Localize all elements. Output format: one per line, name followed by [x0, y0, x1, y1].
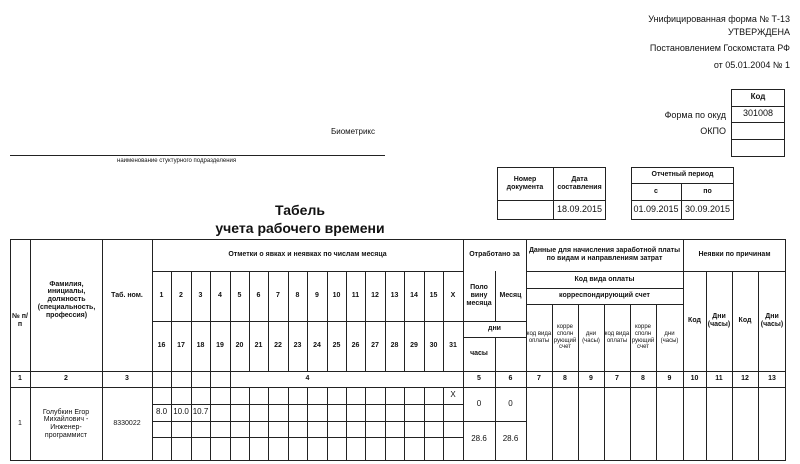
half-days: 0 [476, 399, 482, 409]
col-num: 1 [18, 375, 22, 383]
okpo-label: ОКПО [700, 126, 726, 136]
col-num: 4 [305, 375, 310, 383]
mark-cell: 8.0 [155, 407, 168, 417]
h-days: дни [488, 325, 501, 333]
h-month: Месяц [499, 292, 522, 300]
doc-number-header: Номер документа [506, 175, 544, 191]
h-tab: Таб. ном. [111, 292, 143, 300]
mark-cell: 10.0 [173, 407, 189, 417]
col-num: 10 [690, 375, 699, 383]
col-num: 13 [768, 375, 776, 383]
resolution-date: от 05.01.2004 № 1 [713, 60, 790, 70]
mark-cell: 10.7 [192, 407, 209, 417]
employee-name: Голубкин Егор Михайлович - Инженер-программист [42, 408, 90, 439]
day-cell: 16 [157, 342, 166, 350]
col-num: 6 [508, 375, 513, 383]
month-hours: 28.6 [502, 434, 519, 444]
day-cell: Х [450, 292, 456, 300]
day-cell: 7 [276, 292, 280, 300]
day-cell: 2 [179, 292, 183, 300]
col-num: 12 [741, 375, 749, 383]
period-to-value: 30.09.2015 [684, 204, 731, 215]
h-abs-sub: Код [738, 317, 752, 325]
h-marks: Отметки о явках и неявках по числам месяца [228, 251, 387, 259]
day-cell: 9 [315, 292, 319, 300]
doc-date-header: Дата составления [557, 175, 602, 191]
h-pay-sub: дни (часы) [582, 330, 600, 344]
day-cell: 27 [371, 342, 379, 350]
h-abs-sub: Дни (часы) [760, 313, 784, 328]
col-num: 11 [715, 375, 723, 383]
h-abs-sub: Код [688, 317, 701, 325]
h-pay-sub: корре сполн рующий счет [553, 324, 577, 351]
resolution-label: Постановлением Госкомстата РФ [649, 43, 790, 53]
day-cell: 22 [274, 342, 282, 350]
period-from-label: с [654, 187, 658, 195]
employee-tab: 8330022 [113, 420, 141, 428]
day-cell: 31 [449, 342, 457, 350]
col-num: 7 [537, 375, 541, 383]
day-cell: 10 [332, 292, 341, 300]
h-worked: Отработано за [469, 251, 520, 259]
day-cell: 23 [293, 342, 302, 350]
day-cell: 28 [390, 342, 399, 350]
h-pay-sub: код вида оплаты [604, 330, 630, 344]
h-abs-sub: Дни (часы) [707, 313, 731, 328]
day-cell: 13 [390, 292, 399, 300]
day-cell: 6 [256, 292, 261, 300]
period-header: Отчетный период [651, 171, 714, 179]
day-cell: 4 [218, 292, 222, 300]
col-num: 7 [615, 375, 619, 383]
h-num: № п/п [12, 313, 28, 328]
day-cell: 11 [351, 292, 360, 300]
day-cell: 8 [295, 292, 300, 300]
h-pay: Данные для начисления заработной платы по видам и направлениям затрат [528, 247, 681, 262]
employee-num: 1 [18, 420, 22, 428]
period-from-value: 01.09.2015 [633, 204, 679, 215]
h-corr: корреспондирующий счет [559, 292, 650, 300]
col-num: 9 [667, 375, 672, 383]
period-to-label: по [703, 187, 712, 195]
col-num: 5 [477, 375, 481, 383]
day-cell: 17 [177, 342, 185, 350]
h-pay-sub: код вида оплаты [526, 330, 552, 344]
day-cell: 18 [196, 342, 205, 350]
day-cell: 24 [313, 342, 321, 350]
day-cell: 20 [235, 342, 244, 350]
col-num: 9 [589, 375, 593, 383]
day-cell: 14 [410, 292, 418, 300]
day-cell: 1 [159, 292, 164, 300]
h-name: Фамилия, инициалы, должность (специальность, профессия) [37, 280, 96, 319]
day-cell: 29 [410, 342, 418, 350]
col-num: 8 [563, 375, 567, 383]
h-paycode: Код вида оплаты [574, 275, 635, 283]
h-half: Поло вину месяца [466, 284, 492, 307]
col-num: 3 [125, 375, 129, 383]
day-cell: 15 [429, 292, 438, 300]
okud-label: Форма по окуд [664, 110, 726, 120]
day-cell: 12 [371, 292, 379, 300]
form-name: Унифицированная форма № Т-13 [648, 14, 790, 24]
day-cell: 21 [254, 342, 263, 350]
title-line2: учета рабочего времени [215, 220, 385, 237]
col-num: 2 [64, 375, 68, 383]
half-hours: 28.6 [471, 434, 487, 444]
day-cell: 3 [198, 292, 203, 300]
x-mark: Х [450, 390, 456, 400]
approved-label: УТВЕРЖДЕНА [727, 27, 790, 37]
h-pay-sub: дни (часы) [660, 330, 679, 344]
okud-value: 301008 [742, 108, 774, 119]
okpo-value [731, 122, 785, 139]
code-header: Код [750, 92, 766, 102]
day-cell: 25 [332, 342, 341, 350]
title-line1: Табель [275, 202, 325, 219]
h-pay-sub: корре сполн рующий счет [631, 324, 655, 351]
org-caption: наименование стуктурного подразделения [117, 158, 237, 164]
day-cell: 19 [216, 342, 224, 350]
day-cell: 26 [351, 342, 360, 350]
doc-date-value: 18.09.2015 [556, 204, 603, 215]
h-hours: часы [470, 350, 488, 358]
h-absence: Неявки по причинам [698, 251, 771, 259]
col-num: 8 [641, 375, 645, 383]
org-name: Биометрикс [331, 127, 376, 136]
month-days: 0 [508, 399, 513, 409]
day-cell: 30 [429, 342, 438, 350]
day-cell: 5 [237, 292, 242, 300]
org-underline [10, 155, 385, 156]
doc-number-value [497, 200, 553, 220]
